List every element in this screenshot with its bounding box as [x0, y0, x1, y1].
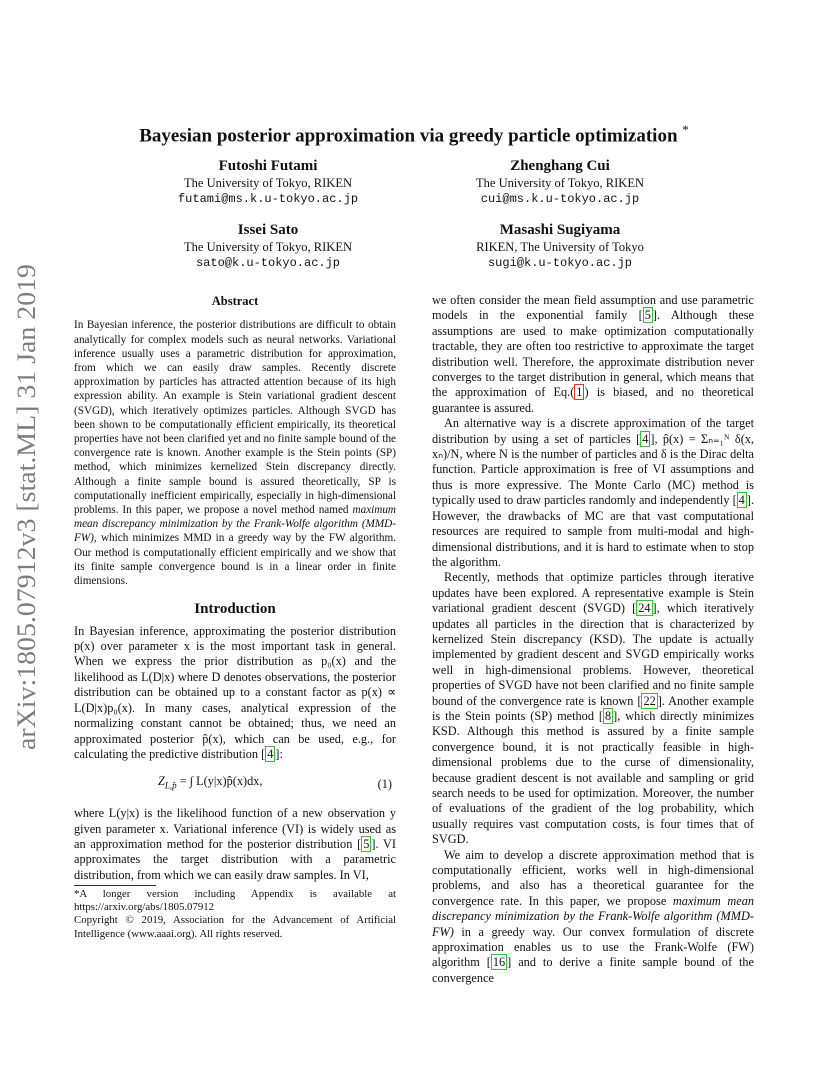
author-block-4	[430, 221, 690, 271]
author-affiliation: The University of Tokyo, RIKEN	[476, 176, 644, 190]
arxiv-stamp-text: arXiv:1805.07912v3 [stat.ML] 31 Jan 2019	[11, 287, 41, 750]
citation-link[interactable]: 16	[492, 955, 506, 970]
equation-body: $Z_{L,p̂}$ = ∫ L(y|x)p̂(x)dx,	[158, 774, 263, 791]
footnote	[74, 888, 396, 941]
title-footnote-mark: *	[682, 122, 689, 137]
right-paragraph-3: Recently, methods that optimize particles through iterative updates have been explored. A representative example is Stein variational gradient descent (SVGD) [ 24 ], which iteratively updates all particles in the direction that is characterized by kernelized Stein discrepancy (KSD). The update is actually implemented by gradient descent and SVGD empirically works well in high-dimensional problems. However, theoretical properties of SVGD have not been clarified and no finite sample bound of the convergence rate is known [ 22 ]. Another example is the Stein points (SP) method [ 8 ], which directly minimizes KSD. Although this method is assured by a finite sample convergence bound, it is not practically feasible in high-dimensional problems due to the curse of dimensionality, because gradient descent is not available and sampling or grid search needs to be used for optimization. Moreover, the number of evaluations of the gradient of the log probability, which usually requires vast computation costs, is four times that of SVGD.	[432, 570, 754, 847]
abstract-heading: Abstract	[211, 294, 259, 308]
right-paragraph-4: We aim to develop a discrete approximation method that is computationally efficient, works well in high-dimensional problems, and also has a theoretical guarantee for the convergence rate. In this paper, we propose maximum mean discrepancy minimization by the Frank-Wolfe algorithm (MMD-FW) in a greedy way. Our convex formulation of discrete approximation enables us to use the Frank-Wolfe (FW) algorithm [ 16 ] and to derive a finite sample bound of the convergence	[432, 847, 755, 985]
equation-ref-link[interactable]: 1	[576, 385, 583, 400]
section-heading-introduction: Introduction	[194, 601, 276, 618]
citation-link[interactable]: 22	[643, 693, 656, 708]
author-affiliation: The University of Tokyo, RIKEN	[184, 240, 352, 254]
author-block-3	[138, 221, 398, 271]
author-name: Zhenghang Cui	[510, 158, 610, 174]
equation-number: (1)	[377, 776, 392, 791]
copyright-notice: Copyright © 2019, Association for the Advancement of Artificial Intelligence (www.aaai.org). All rights reserved.	[74, 914, 396, 940]
citation-link[interactable]: 4	[642, 431, 649, 446]
right-column	[432, 293, 754, 986]
footnote-star: *A longer version including Appendix is available at https://arxiv.org/abs/1805.07912	[74, 888, 396, 914]
citation-link[interactable]: 24	[638, 601, 651, 616]
author-block-2	[430, 157, 690, 207]
title-text: Bayesian posterior approximation via greedy particle optimization	[139, 125, 678, 147]
citation-link[interactable]: 4	[267, 746, 274, 761]
right-paragraph-2: An alternative way is a discrete approximation of the target distribution by using a set of particles [ 4 ], p̂(x) = Σₙ₌₁ᴺ δ(x, xₙ)/N, where N is the number of particles and δ is the Dirac delta function. Particle approximation is free of VI assumptions and thus is more expressive. The Monte Carlo (MC) method is typically used to draw particles randomly and independently [ 4 ]. However, the drawbacks of MC are that vast computational resources are required to sample from multi-modal and high-dimensional distributions, and it is hard to estimate when to stop the algorithm.	[432, 416, 755, 569]
equation-1	[74, 774, 396, 794]
author-email: cui@ms.k.u-tokyo.ac.jp	[480, 191, 640, 206]
arxiv-stamp	[3, 258, 47, 750]
author-name: Futoshi Futami	[218, 158, 318, 174]
citation-link[interactable]: 8	[605, 708, 612, 723]
intro-paragraph-2: where L(y|x) is the likelihood function of a new observation y given parameter x. Variational inference (VI) is widely used as an approximation method for the posterior distribution [ 5 ]. VI approximates the target distribution with a parametric distribution, from which we can easily draw samples. In VI,	[74, 806, 397, 882]
paper-title	[0, 122, 828, 147]
right-paragraph-1: we often consider the mean field assumption and use parametric models in the exponential family [ 5 ]. Although these assumptions are used to make optimization computationally tractable, they are often too restrictive to approximate the target distribution well. Therefore, the approximate distribution never converges to the target distribution in general, which means that the approximation of Eq.( 1 ) is biased, and no theoretical guarantee is assured.	[432, 293, 754, 415]
author-email: sugi@k.u-tokyo.ac.jp	[487, 255, 633, 270]
method-name-italic: maximum mean discrepancy minimization by the Frank-Wolfe algorithm (MMD-FW)	[432, 893, 754, 939]
author-name: Issei Sato	[237, 222, 299, 238]
footnote-rule	[74, 885, 156, 886]
citation-link[interactable]: 4	[738, 493, 745, 508]
author-email: sato@k.u-tokyo.ac.jp	[195, 255, 341, 270]
author-block-1	[138, 157, 398, 207]
left-column	[74, 294, 396, 883]
intro-paragraph-1: In Bayesian inference, approximating the posterior distribution p(x) over parameter x is the most important task in general. When we express the prior distribution as p₀(x) and the likelihood as L(D|x) where D denotes observations, the posterior distribution can be obtained up to a constant factor as p(x) ∝ L(D|x)p₀(x). In many cases, analytical expression of the normalizing constant cannot be obtained; thus, we need an approximated posterior p̂(x), which can be used, e.g., for calculating the predictive distribution [ 4 ]:	[74, 623, 396, 761]
citation-link[interactable]: 5	[363, 837, 370, 851]
author-email: futami@ms.k.u-tokyo.ac.jp	[177, 191, 359, 206]
abstract-text: In Bayesian inference, the posterior distributions are difficult to obtain analytically for complex models such as neural networks. Variational inference usually uses a parametric distribution for approximation, from which we can easily draw samples. Recently discrete approximation by particles has attracted attention because of its high expression ability. An example is Stein variational gradient descent (SVGD), which iteratively optimizes particles. Although SVGD has been shown to be computationally efficient empirically, its theoretical properties have not been clarified yet and no finite sample bound of the convergence rate is known. Another example is the Stein points (SP) method, which minimizes kernelized Stein discrepancy directly. Although a finite sample bound is assured theoretically, SP is computationally inefficient empirically, especially in high-dimensional problems. In this paper, we propose a novel method named maximum mean discrepancy minimization by the Frank-Wolfe algorithm (MMD-FW), which minimizes MMD in a greedy way by the FW algorithm. Our method is computationally efficient empirically and we show that its finite sample convergence bound is in a linear order in finite dimensions.	[74, 319, 397, 588]
author-affiliation: RIKEN, The University of Tokyo	[476, 240, 644, 254]
citation-link[interactable]: 5	[644, 308, 651, 323]
method-name-italic: maximum mean discrepancy minimization by the Frank-Wolfe algorithm (MMD-FW)	[74, 504, 397, 545]
author-name: Masashi Sugiyama	[499, 222, 621, 238]
abstract	[74, 294, 396, 588]
author-affiliation: The University of Tokyo, RIKEN	[184, 176, 352, 190]
